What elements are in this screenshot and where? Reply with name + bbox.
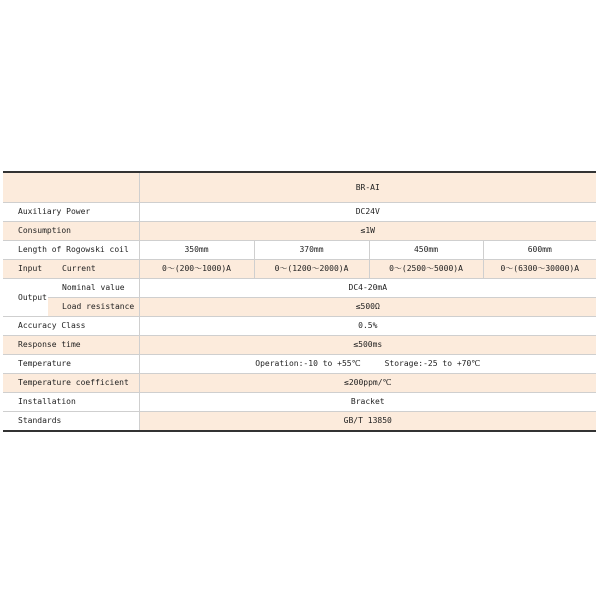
- length-row: [3, 241, 596, 260]
- response-label: Response time: [3, 336, 139, 355]
- input-label: Input: [3, 260, 48, 279]
- temperature-row: [3, 355, 596, 374]
- input-range-4: 0～(6300～30000)A: [483, 260, 596, 279]
- length-value-600: 600mm: [483, 241, 596, 260]
- output-nominal-row: [3, 279, 596, 298]
- temp-coef-value: ≤200ppm/℃: [139, 374, 596, 393]
- aux-power-label: Auxiliary Power: [3, 203, 139, 222]
- output-label: Output: [3, 279, 48, 317]
- temp-coef-row: [3, 374, 596, 393]
- length-value-370: 370mm: [254, 241, 369, 260]
- standards-label: Standards: [3, 412, 139, 431]
- consumption-label: Consumption: [3, 222, 139, 241]
- load-resistance-label: Load resistance: [48, 298, 139, 317]
- accuracy-row: [3, 317, 596, 336]
- length-value-450: 450mm: [369, 241, 483, 260]
- response-value: ≤500ms: [139, 336, 596, 355]
- installation-row: [3, 393, 596, 412]
- input-current-label: Current: [48, 260, 139, 279]
- output-load-row: [3, 298, 596, 317]
- input-range-3: 0～(2500～5000)A: [369, 260, 483, 279]
- operation-temp: Operation:-10 to +55℃: [255, 359, 361, 368]
- accuracy-value: 0.5%: [139, 317, 596, 336]
- length-value-350: 350mm: [139, 241, 254, 260]
- standards-row: [3, 412, 596, 431]
- input-range-1: 0～(200～1000)A: [139, 260, 254, 279]
- input-range-2: 0～(1200～2000)A: [254, 260, 369, 279]
- header-row: [3, 172, 596, 203]
- consumption-row: [3, 222, 596, 241]
- input-row: [3, 260, 596, 279]
- aux-power-value: DC24V: [139, 203, 596, 222]
- accuracy-label: Accuracy Class: [3, 317, 139, 336]
- standards-value: GB/T 13850: [139, 412, 596, 431]
- length-label: Length of Rogowski coil: [3, 241, 139, 260]
- nominal-value-label: Nominal value: [48, 279, 139, 298]
- response-row: [3, 336, 596, 355]
- consumption-value: ≤1W: [139, 222, 596, 241]
- nominal-value: DC4-20mA: [139, 279, 596, 298]
- temp-coef-label: Temperature coefficient: [3, 374, 139, 393]
- model-name: BR-AI: [139, 172, 596, 203]
- temperature-value: [139, 355, 596, 374]
- installation-value: Bracket: [139, 393, 596, 412]
- spec-table: [3, 171, 596, 432]
- temperature-label: Temperature: [3, 355, 139, 374]
- header-blank-cell: [3, 172, 139, 203]
- installation-label: Installation: [3, 393, 139, 412]
- aux-power-row: [3, 203, 596, 222]
- load-resistance-value: ≤500Ω: [139, 298, 596, 317]
- storage-temp: Storage:-25 to +70℃: [384, 359, 481, 368]
